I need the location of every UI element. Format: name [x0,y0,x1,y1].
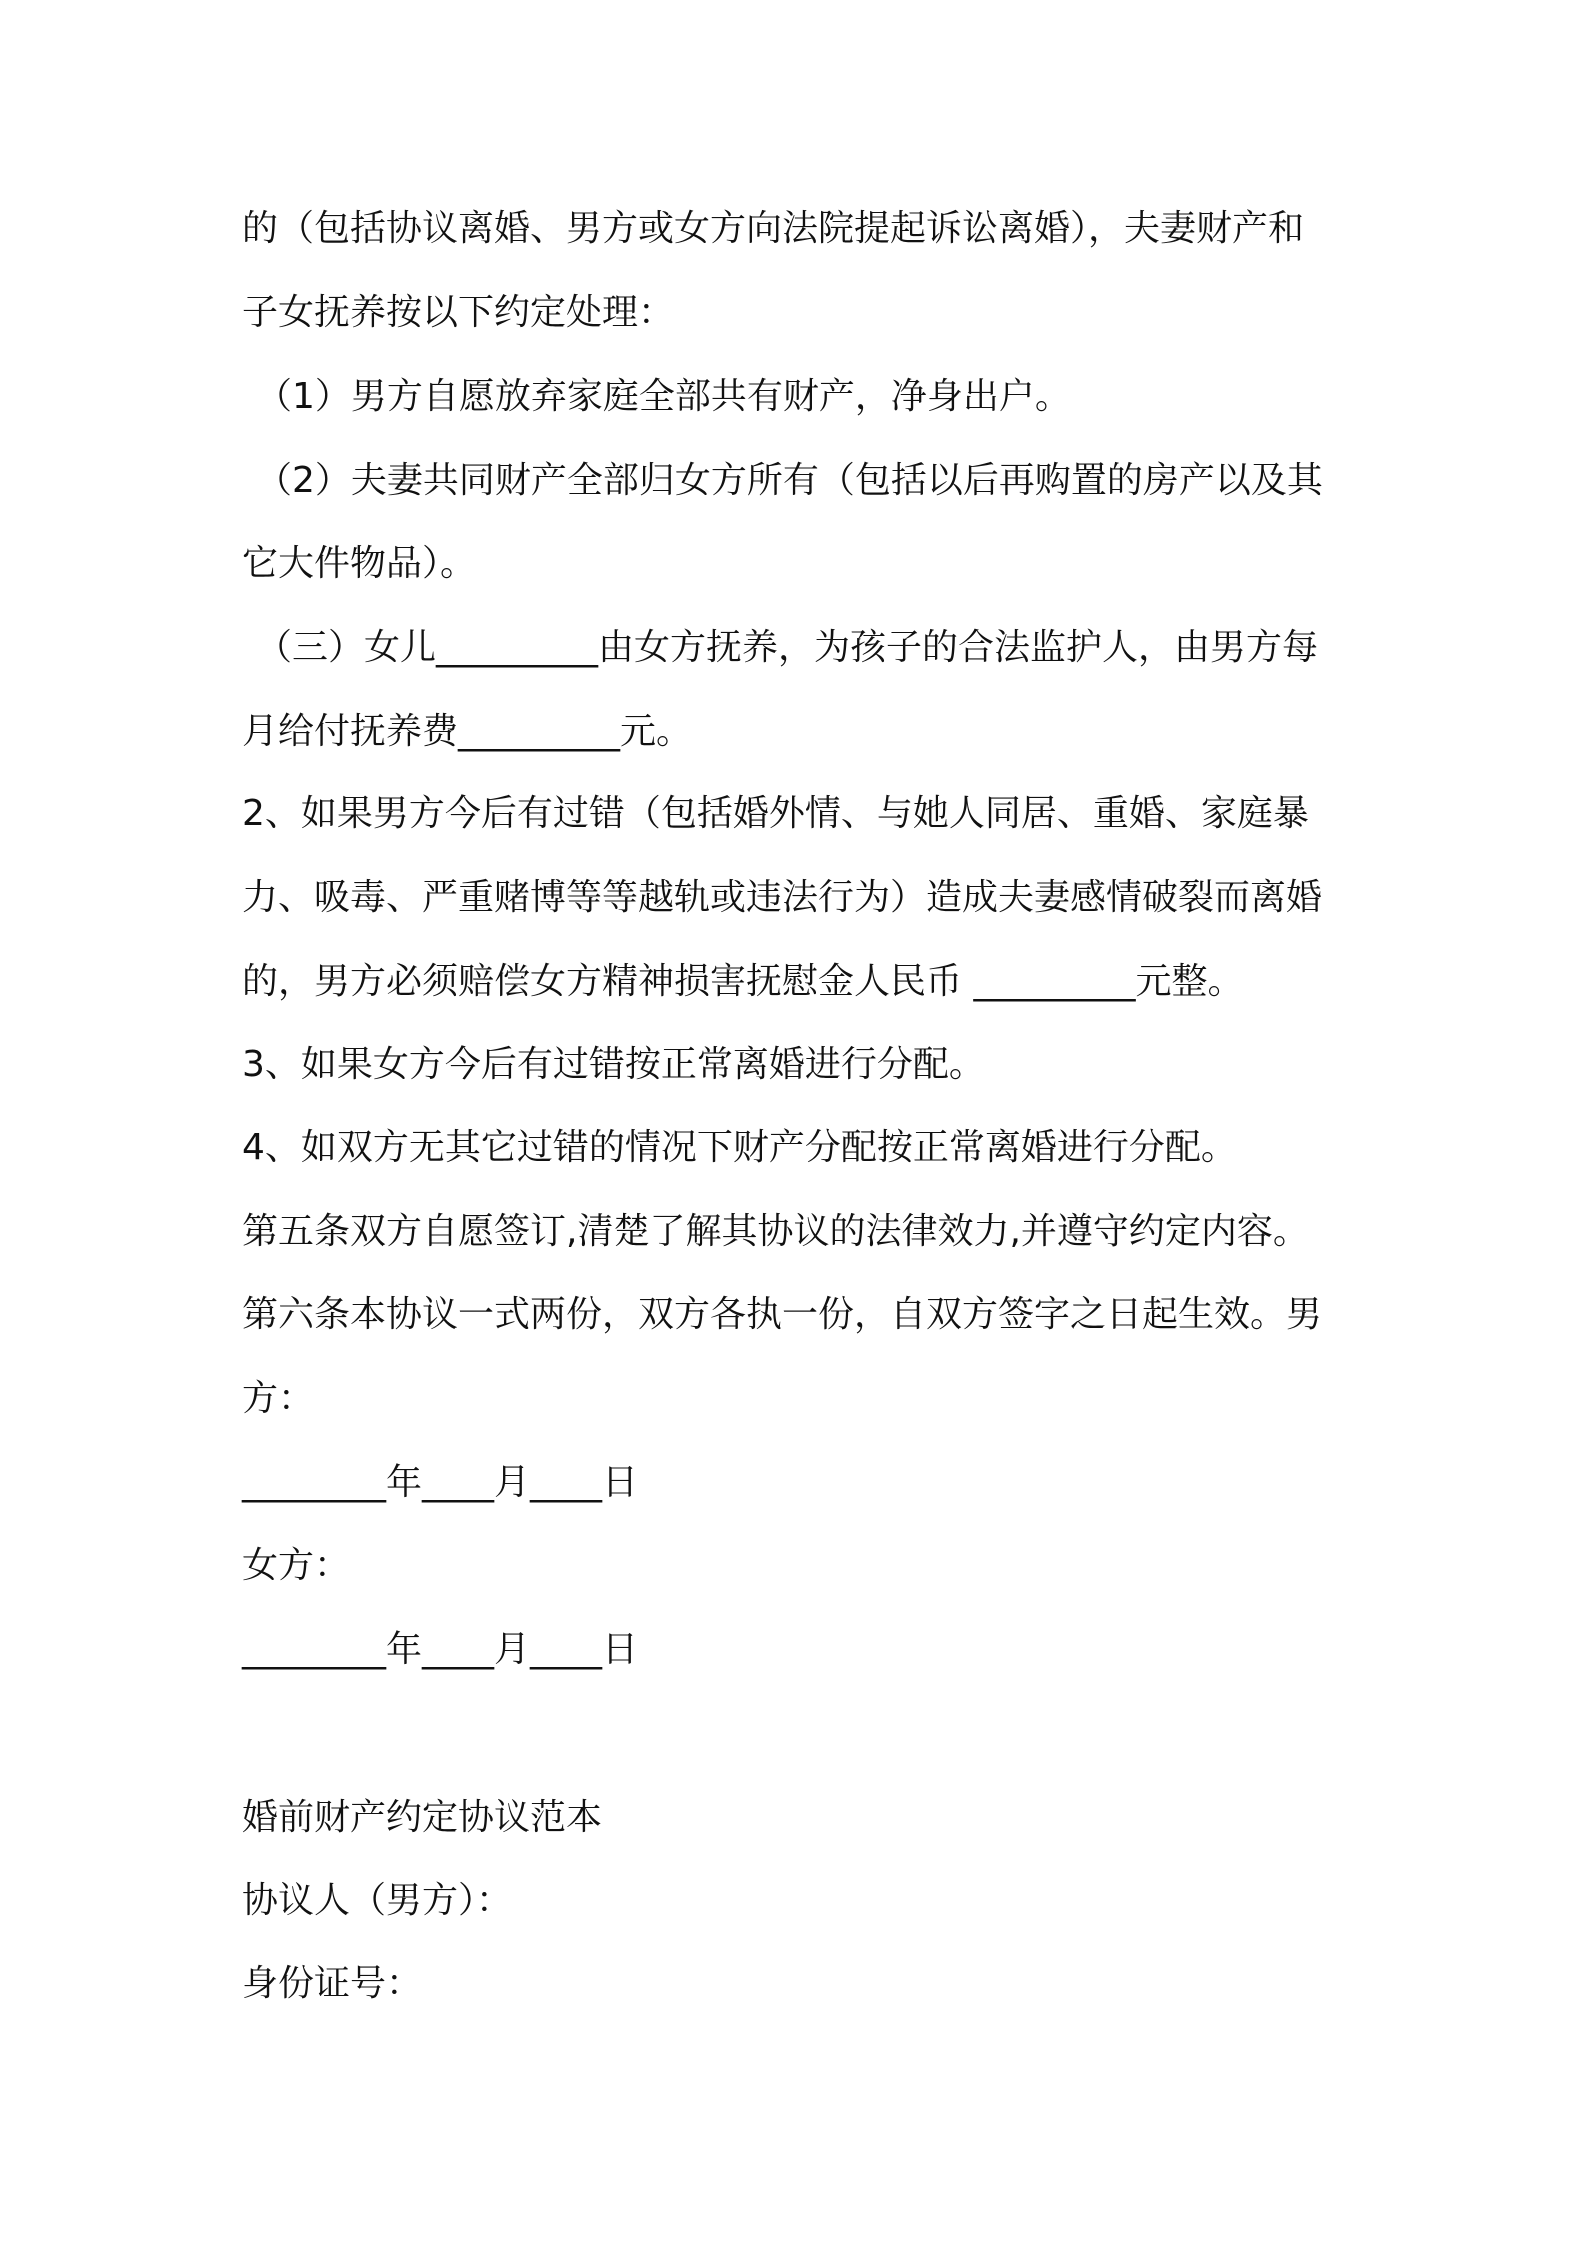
clause-2: 2、如果男方今后有过错（包括婚外情、与她人同居、重婚、家庭暴 [242,793,1309,834]
list-item-2: （2）夫妻共同财产全部归女方所有（包括以后再购置的房产以及其 [256,460,1323,501]
paragraph-line: 子女抚养按以下约定处理： [242,292,675,333]
date-line-female: ________年____月____日 [242,1629,638,1670]
list-item-3: （三）女儿_________由女方抚养，为孩子的合法监护人，由男方每 [256,627,1319,668]
paragraph-line: 月给付抚养费_________元。 [242,711,693,752]
id-number-label: 身份证号： [242,1963,423,2004]
signature-label-male: 方： [242,1378,315,1419]
list-item-1: （1）男方自愿放弃家庭全部共有财产，净身出户。 [256,376,1071,417]
clause-3: 3、如果女方今后有过错按正常离婚进行分配。 [242,1044,985,1085]
paragraph-line: 它大件物品）。 [242,543,477,584]
party-label: 协议人（男方）： [242,1880,513,1921]
paragraph-line: 力、吸毒、严重赌博等等越轨或违法行为）造成夫妻感情破裂而离婚 [242,877,1323,918]
clause-4: 4、如双方无其它过错的情况下财产分配按正常离婚进行分配。 [242,1127,1237,1168]
article-5: 第五条双方自愿签订,清楚了解其协议的法律效力,并遵守约定内容。 [242,1211,1309,1252]
article-6: 第六条本协议一式两份，双方各执一份，自双方签字之日起生效。男 [242,1294,1323,1335]
signature-label-female: 女方： [242,1545,351,1586]
paragraph-line: 的，男方必须赔偿女方精神损害抚慰金人民币 _________元整。 [242,961,1244,1002]
section-title: 婚前财产约定协议范本 [242,1797,603,1838]
date-line-male: ________年____月____日 [242,1462,638,1503]
paragraph-line: 的（包括协议离婚、男方或女方向法院提起诉讼离婚），夫妻财产和 [242,208,1305,249]
